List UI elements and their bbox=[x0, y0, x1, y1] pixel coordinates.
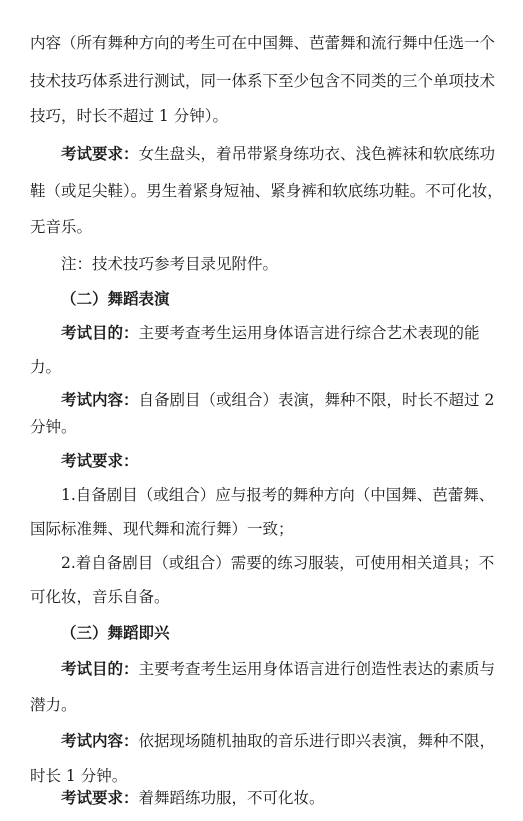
text-line: 时长 1 分钟。 bbox=[30, 767, 128, 785]
requirement-label: 考试要求： bbox=[61, 788, 139, 807]
text-line: 技术技巧体系进行测试，同一体系下至少包含不同类的三个单项技术 bbox=[30, 72, 496, 90]
content-line: 考试内容：依据现场随机抽取的音乐进行即兴表演，舞种不限， bbox=[61, 731, 496, 750]
text-line: 国际标准舞、现代舞和流行舞）一致； bbox=[30, 520, 294, 538]
text-line: 可化妆，音乐自备。 bbox=[30, 588, 170, 606]
text-line: 无音乐。 bbox=[30, 218, 93, 236]
requirement-line: 考试要求：女生盘头，着吊带紧身练功衣、浅色裤袜和软底练功 bbox=[61, 144, 496, 163]
requirement-label: 考试要求： bbox=[61, 144, 139, 163]
content-line: 考试内容：自备剧目（或组合）表演，舞种不限，时长不超过 2 bbox=[61, 390, 495, 409]
purpose-line: 考试目的：主要考查考生运用身体语言进行创造性表达的素质与 bbox=[61, 659, 496, 678]
purpose-label: 考试目的： bbox=[61, 323, 139, 342]
text-line: 分钟。 bbox=[30, 418, 77, 436]
list-item: 2.着自备剧目（或组合）需要的练习服装，可使用相关道具；不 bbox=[61, 554, 495, 572]
text-line: 力。 bbox=[30, 358, 62, 376]
list-item: 1.自备剧目（或组合）应与报考的舞种方向（中国舞、芭蕾舞、 bbox=[61, 486, 495, 504]
text-line: 技巧，时长不超过 1 分钟）。 bbox=[30, 107, 228, 125]
text-line: 潜力。 bbox=[30, 696, 77, 714]
purpose-line: 考试目的：主要考查考生运用身体语言进行综合艺术表现的能 bbox=[61, 323, 480, 342]
text-line: 鞋（或足尖鞋）。男生着紧身短袖、紧身裤和软底练功鞋。不可化妆， bbox=[30, 182, 503, 200]
section-heading: （三）舞蹈即兴 bbox=[61, 623, 170, 642]
note-line: 注：技术技巧参考目录见附件。 bbox=[61, 255, 279, 273]
content-label: 考试内容： bbox=[61, 390, 139, 409]
text-line: 内容（所有舞种方向的考生可在中国舞、芭蕾舞和流行舞中任选一个 bbox=[30, 34, 496, 52]
requirement-line: 考试要求：着舞蹈练功服，不可化妆。 bbox=[61, 788, 325, 807]
requirement-heading: 考试要求： bbox=[61, 451, 139, 470]
section-heading: （二）舞蹈表演 bbox=[61, 289, 170, 308]
content-label: 考试内容： bbox=[61, 731, 139, 750]
purpose-label: 考试目的： bbox=[61, 659, 139, 678]
